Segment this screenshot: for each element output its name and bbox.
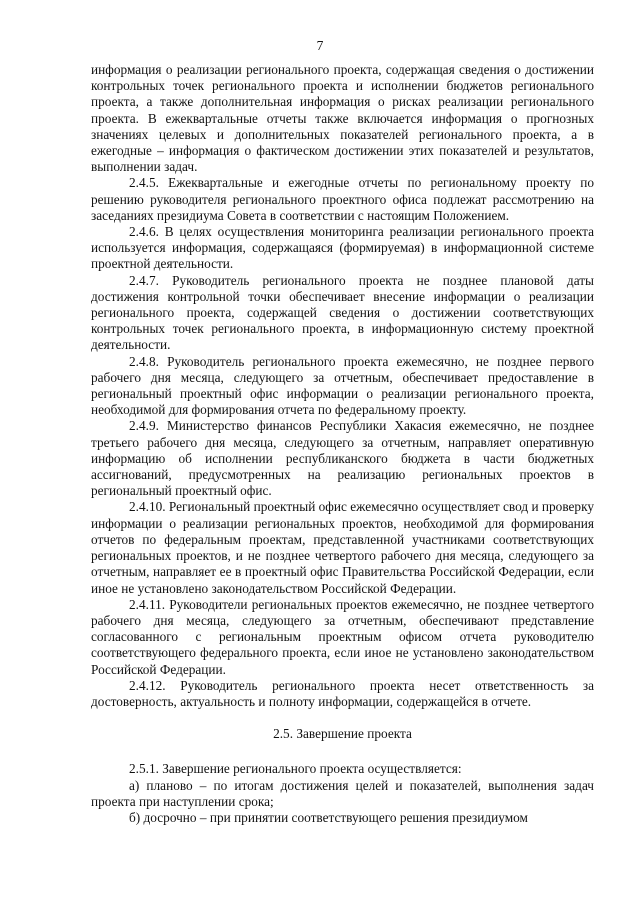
paragraph-continuation: информация о реализации регионального проекта, содержащая сведения о достижении контрольных точек регионального проекта и исполнении бюджетов регионального проекта, а также дополнительная информация о рисках реализации регионального проекта. В ежеквартальные отчеты также включается информация о прогнозных значениях целевых и дополнительных показателей регионального проекта, а в ежегодные – информация о фактическом достижении этих показателей и результатов, выполнении задач. [91,62,594,175]
list-item-b: б) досрочно – при принятии соответствующего решения президиумом [129,809,528,825]
document-body [91,62,594,826]
paragraph-2-4-11: 2.4.11. Руководители региональных проектов ежемесячно, не позднее четвертого рабочего дня месяца, следующего за отчетным, обеспечивают представление согласованного с региональным проектным офисом отчета руководителю соответствующего федерального проекта, если иное не установлено законодательством Российской Федерации. [91,596,594,677]
page-number: 7 [316,38,324,53]
paragraph-2-4-5: 2.4.5. Ежеквартальные и ежегодные отчеты по региональному проекту по решению руководителя регионального проектного офиса подлежат рассмотрению на заседаниях президиума Совета в соответствии с настоящим Положением. [91,175,594,223]
paragraph-2-4-8: 2.4.8. Руководитель регионального проекта ежемесячно, не позднее первого рабочего дня месяца, следующего за отчетным, обеспечивает предоставление в региональный проектный офис информации о реализации регионального проекта, необходимой для формирования отчета по федеральному проекту. [91,353,594,418]
paragraph-2-4-6: 2.4.6. В целях осуществления мониторинга реализации регионального проекта используется информация, содержащаяся (формируемая) в информационной системе проектной деятельности. [91,224,594,272]
paragraph-2-5-1: 2.5.1. Завершение регионального проекта осуществляется: [129,761,462,777]
list-item-a: а) планово – по итогам достижения целей и показателей, выполнения задач проекта при наступлении срока; [91,777,594,809]
paragraph-2-4-9: 2.4.9. Министерство финансов Республики Хакасия ежемесячно, не позднее третьего рабочего дня месяца, следующего за отчетным, направляет оперативную информацию об исполнении республиканского бюджета в части бюджетных ассигнований, предусмотренных на реализацию региональных проектов в региональный проектный офис. [91,418,594,499]
paragraph-2-4-7: 2.4.7. Руководитель регионального проекта не позднее плановой даты достижения контрольной точки обеспечивает внесение информации о реализации регионального проекта, содержащей сведения о достижении соответствующих контрольных точек регионального проекта, в информационную систему проектной деятельности. [91,272,594,353]
section-heading: 2.5. Завершение проекта [273,726,412,742]
paragraph-2-4-12: 2.4.12. Руководитель регионального проекта несет ответственность за достоверность, актуальность и полноту информации, содержащейся в отчете. [91,677,594,709]
paragraph-2-4-10: 2.4.10. Региональный проектный офис ежемесячно осуществляет свод и проверку информации о реализации региональных проектов, необходимой для формирования отчетов по федеральным проектам, представленной участниками соответствующих региональных проектов, и не позднее четвертого рабочего дня месяца, следующего за отчетным, направляет ее в проектный офис Правительства Российской Федерации, если иное не установлено законодательством Российской Федерации. [91,499,594,596]
